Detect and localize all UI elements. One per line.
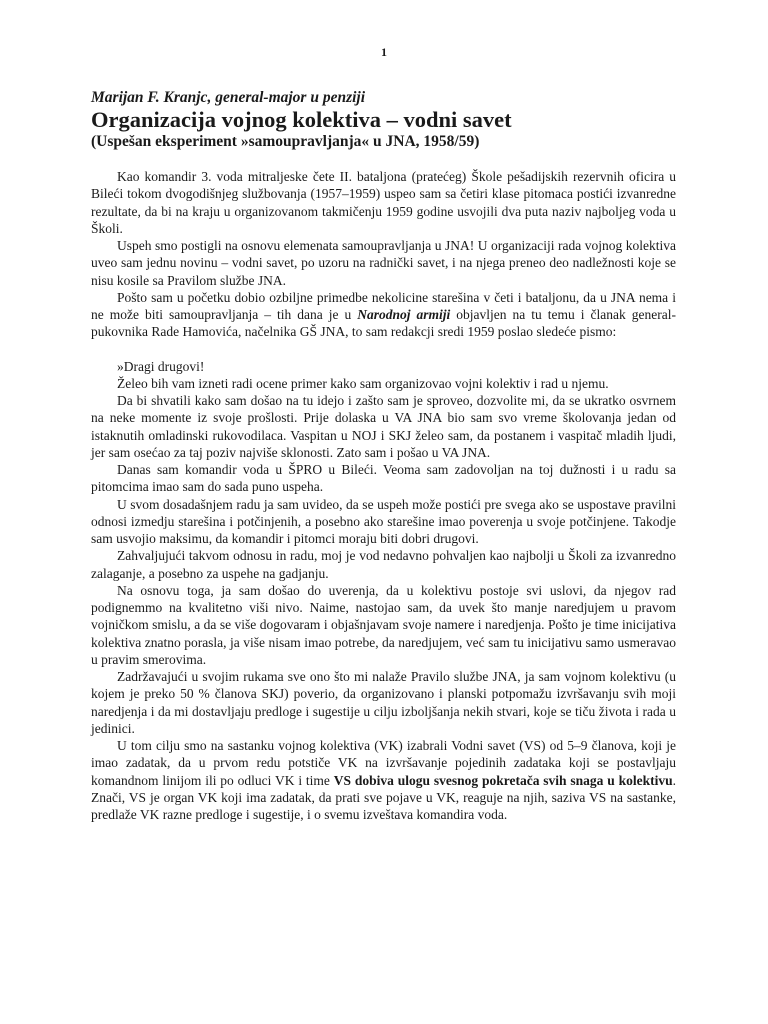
author-line: Marijan F. Kranjc, general-major u penziji [91, 89, 366, 106]
letter-paragraph: Danas sam komandir voda u ŠPRO u Bileći. Veoma sam zadovoljan na toj dužnosti i u radu sa pitomcima imao sam do sada puno uspeha. [91, 462, 676, 495]
letter-paragraph: Na osnovu toga, ja sam došao do uverenja, da u kolektivu postoje svi uslovi, da njegov rad podignemmo na kvalitetno viši nivo. Naime, nastojao sam, da uvek što manje naredjujem u pravom vojničkom smislu, a da se više dogovaram i objašnjavam svoje namere i naredjenja. Pošto je time inicijativa kolektiva znatno porasla, ja više nisam imao potrebe, da naredjujem, već sam tu inicijativu samo usmeravao u pravim smerovima. [91, 582, 676, 667]
paragraph-text: U tom cilju smo na sastanku vojnog kolektiva (VK) izabrali Vodni savet (VS) od 5–9 članova, koji je imao zadatak, da u prvom redu potstiče VK na izvršavanje pojedinih zadataka koji se postavljaju komandnom linijom ili po odluci VK i time [91, 738, 676, 788]
letter-paragraph [91, 737, 676, 823]
paragraph-intro: Kao komandir 3. voda mitraljeske čete II. bataljona (pratećeg) Škole pešadijskih rezervnih oficira u Bileći tokom dvogodišnjeg službovanja (1957–1959) uspeo sam sa četiri klase pitomaca postići izvanredne rezultate, da bi na kraju u organizovanom takmičenju 1959 godine usvojili dva puta naziv najboljeg voda u Školi. [91, 169, 676, 236]
body-text [91, 168, 676, 823]
paragraph-text: objavljen na tu temu i članak general-pukovnika Rade Hamovića, načelnika GŠ JNA, to sam redakcji sredi 1959 poslao sledeće pismo: [91, 307, 676, 340]
document-title: Organizacija vojnog kolektiva – vodni savet [91, 107, 512, 132]
paragraph-objections [91, 289, 676, 341]
letter-paragraph: Zadržavajući u svojim rukama sve ono što mi nalaže Pravilo službe JNA, ja sam vojnom kolektivu (u kojem je preko 50 % članova SKJ) poverio, da organizovano i planski potpomažu izvršavanju svih moji naredjenja i da mi dostavljaju predloge i sugestije u cilju izboljšanja nekih stvari, koje se tiču života i rada u jedinici. [91, 669, 676, 736]
paragraph-text: . Znači, VS je organ VK koji ima zadatak, da prati sve pojave u VK, reaguje na njih, saziva VS na sastanke, predlaže VK razne predloge i sugestije, i o svemu izveštava komandira voda. [91, 772, 676, 822]
letter-salutation: »Dragi drugovi! [117, 358, 205, 374]
paragraph-text: Pošto sam u početku dobio ozbiljne primedbe nekolicine starešina v četi i bataljonu, da u JNA nema i ne može biti samoupravljanja – tih dana je u [91, 289, 676, 322]
newspaper-name: Narodnoj armiji [357, 307, 451, 322]
document-subtitle: (Uspešan eksperiment »samoupravljanja« u JNA, 1958/59) [91, 133, 480, 150]
letter-paragraph: Želeo bih vam izneti radi ocene primer kako sam organizovao vojni kolektiv i rad u njemu. [117, 375, 609, 391]
page-number: 1 [381, 45, 387, 59]
letter-paragraph: Da bi shvatili kako sam došao na tu idejo i zašto sam je sproveo, dozvolite mi, da se ukratko osvrnem na neke momente iz svoje prošlosti. Prije dolaska u VA JNA bio sam svo vreme školovanja jedan od istaknutih omladinski rukovodilaca. Vaspitan u NOJ i SKJ želeo sam, da postanem i vaspitač mladih ljudi, jer sam osećao za taj poziv najviše sklonosti. Zato sam i pošao u VA JNA. [91, 393, 676, 460]
letter-paragraph: U svom dosadašnjem radu ja sam uvideo, da se uspeh može postići pre svega ako se uspostave pravilni odnosi izmedju starešina i potčinjenih, a posebno ako starešine imao poverenja u svoje potčinjene. Takodje sam usvojio maksimu, da komandir i pitomci moraju biti dobri drugovi. [91, 496, 676, 546]
paragraph-success: Uspeh smo postigli na osnovu elemenata samoupravljanja u JNA! U organizaciji rada vojnog kolektiva uveo sam jednu novinu – vodni savet, po uzoru na radnički savet, i na njega preneo deo nadležnosti koje se nisu kosile sa Pravilom službe JNA. [91, 238, 676, 288]
letter-paragraph: Zahvaljujući takvom odnosu in radu, moj je vod nedavno pohvaljen kao najbolji u Školi za izvanredno zalaganje, a posebno za uspehe na gadjanju. [91, 548, 676, 581]
emphasis-text: VS dobiva ulogu svesnog pokretača svih snaga u kolektivu [333, 772, 673, 788]
